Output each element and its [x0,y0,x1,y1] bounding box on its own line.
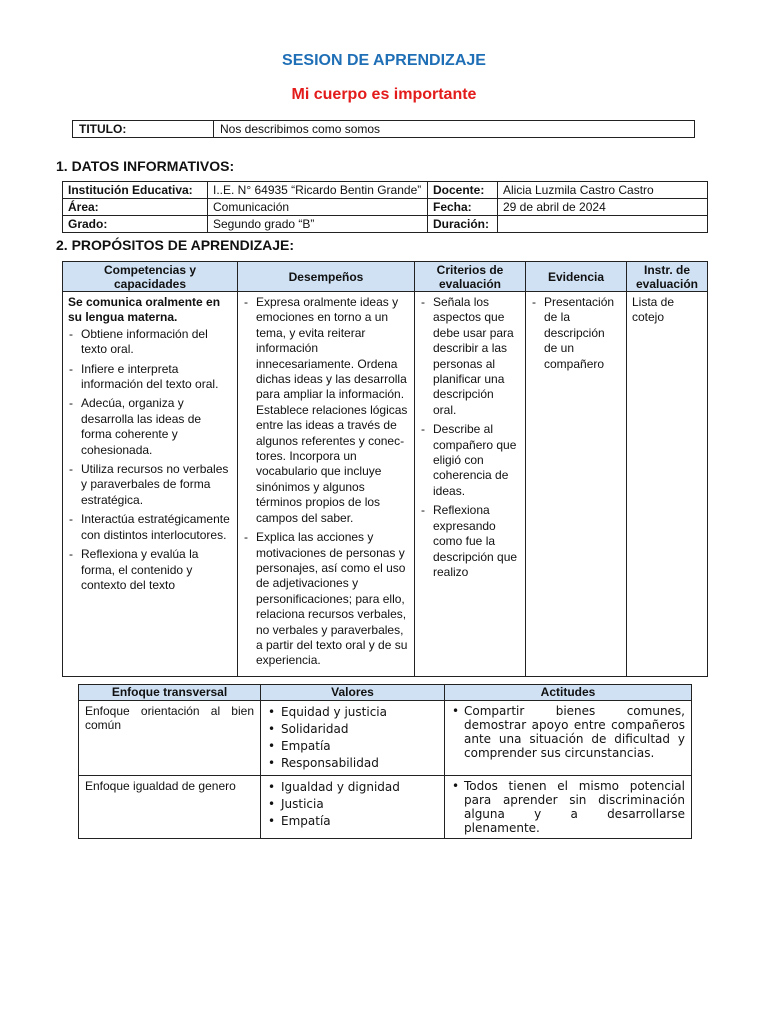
competencia-title: Se comunica oralmente en su lengua materna. [68,295,221,325]
area-value: Comunicación [208,199,428,216]
actitudes-cell [445,776,692,839]
competencias-cell [63,292,238,677]
titulo-value: Nos describimos como somos [214,121,695,138]
docente-label: Docente: [428,182,498,199]
datos-informativos-table [62,181,708,233]
list-item: • Empatía [267,738,438,755]
institucion-label: Institución Educativa: [63,182,208,199]
fecha-label: Fecha: [428,199,498,216]
list-item: • Responsabilidad [267,755,438,772]
list-item: - Infiere e interpreta información del texto oral. [68,362,232,393]
list-item: - Reflexiona expresando como fue la descripción que realizo [420,503,520,580]
list-item: • Solidaridad [267,721,438,738]
document-subtitle: Mi cuerpo es importante [291,86,477,103]
desempenos-cell [238,292,415,677]
list-item: - Explica las acciones y motivaciones de personas y personajes, así como el uso de adjetivaciones y personificaciones; para ello, relaciona recursos verbales, no verbales y paraverbales, a partir del texto oral y de su experiencia. [243,530,409,669]
evidencia-list [531,295,621,372]
instrumento-cell [627,292,708,677]
enfoque-cell: Enfoque orientación al bien común [79,701,261,776]
enfoque-cell: Enfoque igualdad de genero [79,776,261,839]
col-header-enfoque: Enfoque transversal [79,685,261,701]
valores-list [267,704,438,772]
col-header-competencias: Competencias y capacidades [63,262,238,292]
list-item: • Compartir bienes comunes, demostrar apoyo entre compañeros ante una situación de dificultad y comprender sus circunstancias. [451,704,685,760]
list-item: - Reflexiona y evalúa la forma, el contenido y contexto del texto [68,547,232,593]
valores-cell [261,701,445,776]
duracion-label: Duración: [428,216,498,233]
list-item: • Igualdad y dignidad [267,779,438,796]
propositos-heading: 2. PROPÓSITOS DE APRENDIZAJE: [56,237,295,253]
area-label: Área: [63,199,208,216]
col-header-instrumento: Instr. de evaluación [627,262,708,292]
grado-label: Grado: [63,216,208,233]
list-item: - Presentación de la descripción de un compañero [531,295,621,372]
duracion-value [498,216,708,233]
list-item: - Obtiene información del texto oral. [68,327,232,358]
actitudes-cell [445,701,692,776]
document-title: SESION DE APRENDIZAJE [282,52,486,69]
list-item: • Justicia [267,796,438,813]
instrumento-value: Lista de cotejo [632,295,675,325]
valores-cell [261,776,445,839]
titulo-table [72,120,695,138]
propositos-table [62,261,708,677]
list-item: - Adecúa, organiza y desarrolla las ideas de forma coherente y cohesionada. [68,396,232,458]
datos-heading: 1. DATOS INFORMATIVOS: [56,158,235,174]
actitudes-list [451,704,685,760]
actitudes-list [451,779,685,835]
col-header-desempenos: Desempeños [238,262,415,292]
list-item: - Señala los aspectos que debe usar para describir a las personas al planificar una descripción oral. [420,295,520,418]
list-item: • Todos tienen el mismo potencial para aprender sin discriminación alguna y a desarrollarse plenamente. [451,779,685,835]
fecha-value: 29 de abril de 2024 [498,199,708,216]
docente-value: Alicia Luzmila Castro Castro [498,182,708,199]
table-row [79,701,692,776]
criterios-cell [415,292,526,677]
table-row [79,776,692,839]
criterios-list [420,295,520,580]
col-header-criterios: Criterios de evaluación [415,262,526,292]
col-header-actitudes: Actitudes [445,685,692,701]
list-item: - Interactúa estratégicamente con distintos interlocutores. [68,512,232,543]
list-item: - Describe al compañero que eligió con coherencia de ideas. [420,422,520,499]
grado-value: Segundo grado “B” [208,216,428,233]
capacidades-list [68,327,232,594]
institucion-value: I..E. N° 64935 “Ricardo Bentin Grande” [208,182,428,199]
col-header-evidencia: Evidencia [526,262,627,292]
list-item: • Equidad y justicia [267,704,438,721]
list-item: • Empatía [267,813,438,830]
evidencia-cell [526,292,627,677]
valores-list [267,779,438,830]
enfoques-table [78,684,692,839]
list-item: - Utiliza recursos no verbales y paraverbales de forma estratégica. [68,462,232,508]
list-item: - Expresa oralmente ideas y emociones en torno a un tema, y evita reiterar información innecesariamente. Ordena dichas ideas y las desarrolla para ampliar la información. Establece relaciones lógicas entre las ideas a través de algunos referentes y conec-tores. Incorpora un vocabulario que incluye sinónimos y algunos términos propios de los campos del saber. [243,295,409,526]
col-header-valores: Valores [261,685,445,701]
titulo-label: TITULO: [73,121,214,138]
desempenos-list [243,295,409,669]
